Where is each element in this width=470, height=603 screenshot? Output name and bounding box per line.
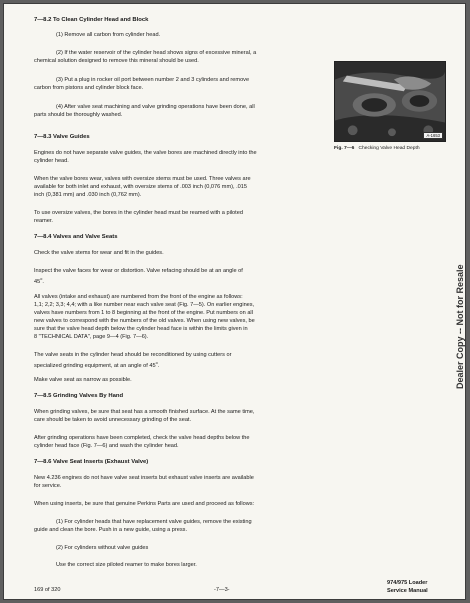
paragraph: New 4.236 engines do not have valve seat inserts but exhaust valve inserts are available	[34, 475, 254, 481]
figure-caption-number: Fig. 7—6	[334, 146, 355, 151]
manual-page	[3, 3, 466, 600]
period: .	[42, 279, 44, 285]
paragraph: parts should be thoroughly washed.	[34, 112, 123, 118]
paragraph: Inspect the valve faces for wear or distortion. Valve refacing should be at an angle of	[34, 268, 243, 274]
valve-head-depth-photo	[334, 61, 446, 142]
period: .	[157, 363, 160, 369]
paragraph	[34, 360, 159, 371]
paragraph: Make valve seat as narrow as possible.	[34, 377, 132, 383]
paragraph: All valves (intake and exhaust) are numbered from the front of the engine as follows:	[34, 294, 243, 300]
text: specialized grinding equipment, at an angle of 45	[34, 363, 156, 369]
section-title-7-8-6: 7—8.6 Valve Seat Inserts (Exhaust Valve)	[34, 459, 149, 465]
paragraph: guide and clean the bore. Push in a new guide, using a press.	[34, 527, 188, 533]
paragraph	[34, 276, 44, 287]
paragraph: inch (0,381 mm) and .030 inch (0,762 mm).	[34, 192, 142, 198]
page-number: -7—3-	[214, 587, 230, 593]
paragraph: cylinder head.	[34, 158, 69, 164]
paragraph: (4) After valve seat machining and valve grinding operations have been done, all	[56, 104, 255, 110]
figure-caption-text: Checking Valve Head Depth	[358, 146, 420, 151]
paragraph: new valves to correspond with the numbers of the old valves. When using new valves, be	[34, 318, 255, 324]
paragraph: (1) For cylinder heads that have replacement valve guides, remove the existing	[56, 519, 252, 525]
paragraph: for service.	[34, 483, 62, 489]
paragraph: Engines do not have separate valve guides, the valve bores are machined directly into the	[34, 150, 257, 156]
paragraph: To use oversize valves, the bores in the cylinder head must be reamed with a piloted	[34, 210, 243, 216]
paragraph: After grinding operations have been completed, check the valve head depths below the	[34, 435, 250, 441]
manual-title: 974/975 Loader	[387, 580, 428, 586]
paragraph: 8 "TECHNICAL DATA", page 9—4 (Fig. 7—6).	[34, 334, 149, 340]
figure-tag: A-1653	[423, 132, 443, 140]
paragraph: 1,1; 2,2; 3,3; 4,4; with a like number near each valve seat (Fig. 7—5). On earlier engines,	[34, 302, 255, 308]
section-title-7-8-5: 7—8.5 Grinding Valves By Hand	[34, 393, 124, 399]
paragraph: When using inserts, be sure that genuine Perkins Parts are used and proceed as follows:	[34, 501, 255, 507]
paragraph: When grinding valves, be sure that seat has a smooth finished surface. At the same time,	[34, 409, 255, 415]
paragraph: chemical solution designed to remove this mineral should be used.	[34, 58, 199, 64]
paragraph: valves have numbers from 1 to 8 beginning at the front of the engine. Put numbers on all	[34, 310, 253, 316]
section-title-7-8-4: 7—8.4 Valves and Valve Seats	[34, 234, 118, 240]
paragraph: available for both inlet and exhaust, with oversize stems of .003 inch (0,076 mm), .015	[34, 184, 247, 190]
paragraph: sure that the valve head depth below the cylinder head face is within the limits given in	[34, 326, 248, 332]
paragraph: When the valve bores wear, valves with oversize stems must be used. Three valves are	[34, 176, 251, 182]
degree-symbol: o	[40, 277, 43, 281]
degree-symbol: o	[155, 361, 158, 365]
section-title-7-8-2: 7—8.2 To Clean Cylinder Head and Block	[34, 17, 149, 23]
paragraph: reamer.	[34, 218, 53, 224]
paragraph: (2) For cylinders without valve guides	[56, 545, 149, 551]
section-title-7-8-3: 7—8.3 Valve Guides	[34, 134, 90, 140]
paragraph: cylinder head face (Fig. 7—6) and wash the cylinder head.	[34, 443, 179, 449]
paragraph: carbon from pistons and cylinder block face.	[34, 85, 144, 91]
page-count: 169 of 320	[34, 587, 61, 593]
paragraph: care should be taken to avoid unnecessary grinding of the seat.	[34, 417, 192, 423]
figure-caption	[334, 145, 420, 153]
paragraph: Use the correct size piloted reamer to make bores larger.	[56, 562, 197, 568]
paragraph: (3) Put a plug in rocker oil port between number 2 and 3 cylinders and remove	[56, 77, 250, 83]
paragraph: (2) If the water reservoir of the cylinder head shows signs of excessive mineral, a	[56, 50, 257, 56]
paragraph: The valve seats in the cylinder head should be reconditioned by using cutters or	[34, 352, 232, 358]
dealer-copy-watermark: Dealer Copy -- Not for Resale	[455, 264, 465, 389]
paragraph: Check the valve stems for wear and fit in the guides.	[34, 250, 164, 256]
angle-value: 45	[34, 279, 41, 285]
manual-subtitle: Service Manual	[387, 588, 428, 594]
paragraph: (1) Remove all carbon from cylinder head.	[56, 32, 161, 38]
